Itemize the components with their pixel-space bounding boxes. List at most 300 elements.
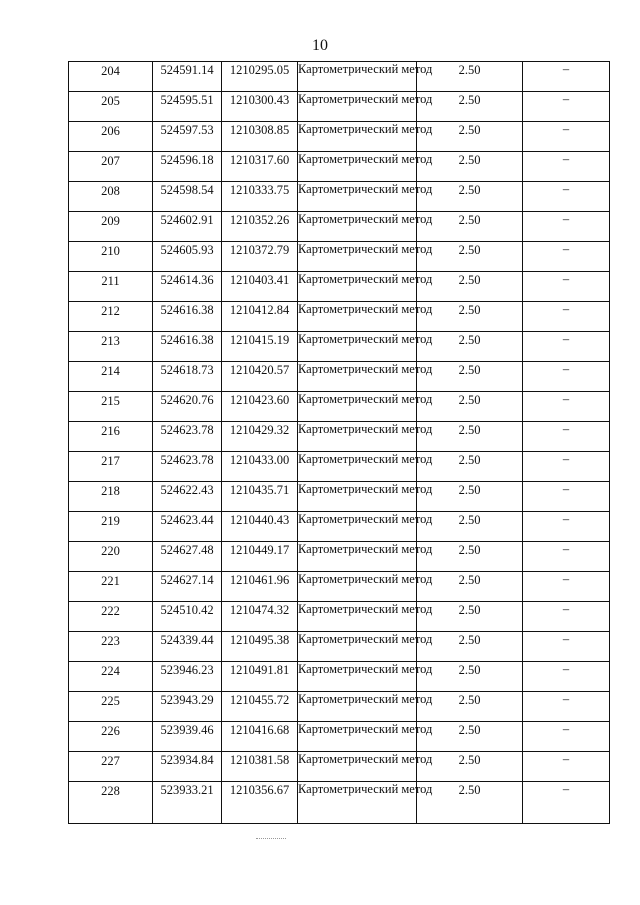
accuracy-cell [417, 62, 523, 92]
note-cell-text: – [562, 632, 570, 646]
table-row [69, 752, 610, 782]
point-number-cell [69, 542, 153, 572]
point-number-cell [69, 572, 153, 602]
accuracy-cell-text: 2.50 [458, 213, 481, 227]
point-number-cell-text: 216 [101, 424, 120, 438]
accuracy-cell-text: 2.50 [458, 453, 481, 467]
method-cell-text: Картометрический метод [298, 182, 433, 196]
coord-x-cell [153, 452, 222, 482]
note-cell [523, 512, 610, 542]
coord-x-cell-text: 524618.73 [160, 363, 214, 377]
coord-y-cell [222, 332, 298, 362]
point-number-cell-text: 206 [101, 124, 120, 138]
point-number-cell-text: 227 [101, 754, 120, 768]
coord-y-cell [222, 452, 298, 482]
accuracy-cell-text: 2.50 [458, 723, 481, 737]
method-cell-text: Картометрический метод [298, 692, 433, 706]
accuracy-cell [417, 212, 523, 242]
note-cell [523, 392, 610, 422]
point-number-cell [69, 242, 153, 272]
coord-x-cell-text: 524620.76 [160, 393, 214, 407]
note-cell [523, 212, 610, 242]
point-number-cell [69, 512, 153, 542]
coord-x-cell [153, 212, 222, 242]
point-number-cell [69, 272, 153, 302]
accuracy-cell [417, 392, 523, 422]
method-cell-text: Картометрический метод [298, 602, 433, 616]
coord-y-cell-text: 1210381.58 [229, 753, 290, 767]
coord-x-cell [153, 782, 222, 824]
note-cell [523, 722, 610, 752]
note-cell-text: – [562, 602, 570, 616]
note-cell-text: – [562, 692, 570, 706]
coord-y-cell [222, 482, 298, 512]
method-cell [298, 452, 433, 482]
point-number-cell [69, 182, 153, 212]
coord-y-cell-text: 1210356.67 [229, 783, 290, 797]
coord-y-cell-text: 1210317.60 [229, 153, 290, 167]
point-number-cell [69, 152, 153, 182]
coord-x-cell-text: 524616.38 [160, 303, 214, 317]
coord-y-cell [222, 602, 298, 632]
method-cell [298, 662, 433, 692]
point-number-cell-text: 204 [101, 64, 120, 78]
method-cell [298, 692, 433, 722]
coord-y-cell [222, 512, 298, 542]
coord-y-cell-text: 1210495.38 [229, 633, 290, 647]
method-cell-text: Картометрический метод [298, 332, 433, 346]
accuracy-cell-text: 2.50 [458, 303, 481, 317]
point-number-cell [69, 122, 153, 152]
accuracy-cell [417, 122, 523, 152]
method-cell-text: Картометрический метод [298, 662, 433, 676]
coord-x-cell [153, 572, 222, 602]
coord-x-cell [153, 62, 222, 92]
page-number: 10 [312, 37, 328, 54]
coord-x-cell [153, 122, 222, 152]
table-row [69, 542, 610, 572]
accuracy-cell-text: 2.50 [458, 783, 481, 797]
accuracy-cell [417, 722, 523, 752]
coord-x-cell [153, 152, 222, 182]
note-cell-text: – [562, 572, 570, 586]
scan-artifact [256, 838, 286, 841]
accuracy-cell-text: 2.50 [458, 483, 481, 497]
point-number-cell-text: 208 [101, 184, 120, 198]
note-cell-text: – [562, 332, 570, 346]
table-row [69, 122, 610, 152]
accuracy-cell-text: 2.50 [458, 333, 481, 347]
table-row [69, 92, 610, 122]
note-cell-text: – [562, 62, 570, 76]
table-row [69, 212, 610, 242]
coord-x-cell [153, 332, 222, 362]
point-number-cell [69, 332, 153, 362]
coord-x-cell [153, 242, 222, 272]
coord-y-cell-text: 1210429.32 [229, 423, 290, 437]
accuracy-cell [417, 152, 523, 182]
coord-x-cell-text: 524595.51 [160, 93, 214, 107]
note-cell [523, 662, 610, 692]
coord-y-cell-text: 1210440.43 [229, 513, 290, 527]
point-number-cell-text: 226 [101, 724, 120, 738]
method-cell-text: Картометрический метод [298, 152, 433, 166]
accuracy-cell [417, 602, 523, 632]
method-cell [298, 362, 433, 392]
point-number-cell-text: 220 [101, 544, 120, 558]
note-cell-text: – [562, 152, 570, 166]
accuracy-cell-text: 2.50 [458, 633, 481, 647]
point-number-cell-text: 218 [101, 484, 120, 498]
note-cell-text: – [562, 482, 570, 496]
method-cell-text: Картометрический метод [298, 92, 433, 106]
coord-y-cell-text: 1210308.85 [229, 123, 290, 137]
coord-x-cell [153, 362, 222, 392]
method-cell-text: Картометрический метод [298, 512, 433, 526]
point-number-cell-text: 209 [101, 214, 120, 228]
table-row [69, 572, 610, 602]
coord-y-cell [222, 782, 298, 824]
method-cell-text: Картометрический метод [298, 722, 433, 736]
accuracy-cell-text: 2.50 [458, 153, 481, 167]
note-cell [523, 752, 610, 782]
accuracy-cell-text: 2.50 [458, 273, 481, 287]
note-cell [523, 362, 610, 392]
accuracy-cell [417, 272, 523, 302]
coord-x-cell-text: 523933.21 [160, 783, 214, 797]
coord-y-cell [222, 182, 298, 212]
coord-y-cell-text: 1210415.19 [229, 333, 290, 347]
accuracy-cell-text: 2.50 [458, 63, 481, 77]
accuracy-cell [417, 482, 523, 512]
method-cell-text: Картометрический метод [298, 632, 433, 646]
point-number-cell-text: 221 [101, 574, 120, 588]
coord-x-cell-text: 524602.91 [160, 213, 214, 227]
coord-y-cell [222, 62, 298, 92]
note-cell [523, 62, 610, 92]
coord-y-cell [222, 212, 298, 242]
method-cell [298, 572, 433, 602]
coord-y-cell [222, 542, 298, 572]
point-number-cell [69, 722, 153, 752]
coord-x-cell [153, 662, 222, 692]
note-cell [523, 482, 610, 512]
coord-y-cell [222, 152, 298, 182]
coord-y-cell [222, 692, 298, 722]
method-cell [298, 332, 433, 362]
coord-y-cell-text: 1210423.60 [229, 393, 290, 407]
method-cell-text: Картометрический метод [298, 422, 433, 436]
coord-y-cell-text: 1210474.32 [229, 603, 290, 617]
coord-x-cell [153, 512, 222, 542]
accuracy-cell-text: 2.50 [458, 693, 481, 707]
coord-y-cell [222, 392, 298, 422]
method-cell [298, 62, 433, 92]
method-cell [298, 152, 433, 182]
table-row [69, 692, 610, 722]
point-number-cell [69, 422, 153, 452]
note-cell-text: – [562, 782, 570, 796]
method-cell-text: Картометрический метод [298, 362, 433, 376]
method-cell [298, 602, 433, 632]
point-number-cell [69, 632, 153, 662]
coord-y-cell-text: 1210372.79 [229, 243, 290, 257]
point-number-cell-text: 213 [101, 334, 120, 348]
point-number-cell [69, 692, 153, 722]
note-cell [523, 692, 610, 722]
coord-x-cell-text: 524623.78 [160, 423, 214, 437]
table-row [69, 152, 610, 182]
method-cell [298, 752, 433, 782]
coord-x-cell-text: 523939.46 [160, 723, 214, 737]
table-row [69, 422, 610, 452]
coord-y-cell [222, 632, 298, 662]
coord-x-cell-text: 524510.42 [160, 603, 214, 617]
method-cell [298, 122, 433, 152]
coord-y-cell-text: 1210416.68 [229, 723, 290, 737]
point-number-cell-text: 207 [101, 154, 120, 168]
point-number-cell-text: 214 [101, 364, 120, 378]
note-cell [523, 332, 610, 362]
method-cell [298, 722, 433, 752]
note-cell [523, 572, 610, 602]
point-number-cell [69, 782, 153, 824]
point-number-cell-text: 212 [101, 304, 120, 318]
note-cell-text: – [562, 722, 570, 736]
point-number-cell-text: 223 [101, 634, 120, 648]
note-cell-text: – [562, 542, 570, 556]
note-cell [523, 632, 610, 662]
accuracy-cell [417, 452, 523, 482]
note-cell [523, 272, 610, 302]
coord-x-cell [153, 302, 222, 332]
point-number-cell [69, 212, 153, 242]
accuracy-cell-text: 2.50 [458, 573, 481, 587]
point-number-cell [69, 482, 153, 512]
coord-y-cell-text: 1210435.71 [229, 483, 290, 497]
note-cell [523, 302, 610, 332]
coord-y-cell [222, 722, 298, 752]
note-cell-text: – [562, 272, 570, 286]
note-cell [523, 602, 610, 632]
note-cell-text: – [562, 512, 570, 526]
coord-x-cell [153, 692, 222, 722]
note-cell [523, 422, 610, 452]
note-cell-text: – [562, 422, 570, 436]
accuracy-cell-text: 2.50 [458, 363, 481, 377]
accuracy-cell-text: 2.50 [458, 513, 481, 527]
coord-x-cell-text: 524623.44 [160, 513, 214, 527]
accuracy-cell [417, 632, 523, 662]
accuracy-cell [417, 332, 523, 362]
note-cell [523, 452, 610, 482]
coord-x-cell-text: 523943.29 [160, 693, 214, 707]
note-cell-text: – [562, 242, 570, 256]
coord-x-cell [153, 392, 222, 422]
method-cell [298, 482, 433, 512]
coord-y-cell-text: 1210295.05 [229, 63, 290, 77]
coord-x-cell [153, 182, 222, 212]
method-cell-text: Картометрический метод [298, 452, 433, 466]
note-cell [523, 542, 610, 572]
coord-y-cell-text: 1210333.75 [229, 183, 290, 197]
note-cell-text: – [562, 302, 570, 316]
coord-x-cell [153, 722, 222, 752]
table-row [69, 512, 610, 542]
coord-x-cell-text: 524339.44 [160, 633, 214, 647]
note-cell [523, 122, 610, 152]
method-cell [298, 302, 433, 332]
table-row [69, 242, 610, 272]
table-row [69, 332, 610, 362]
table-row [69, 62, 610, 92]
accuracy-cell-text: 2.50 [458, 123, 481, 137]
coord-x-cell [153, 482, 222, 512]
accuracy-cell-text: 2.50 [458, 183, 481, 197]
coord-y-cell-text: 1210412.84 [229, 303, 290, 317]
coord-x-cell-text: 524605.93 [160, 243, 214, 257]
coord-y-cell [222, 302, 298, 332]
table-row [69, 392, 610, 422]
coord-y-cell [222, 122, 298, 152]
coord-y-cell-text: 1210433.00 [229, 453, 290, 467]
coord-y-cell-text: 1210420.57 [229, 363, 290, 377]
coord-y-cell [222, 362, 298, 392]
accuracy-cell [417, 182, 523, 212]
method-cell-text: Картометрический метод [298, 572, 433, 586]
point-number-cell-text: 219 [101, 514, 120, 528]
point-number-cell-text: 224 [101, 664, 120, 678]
coord-x-cell-text: 524616.38 [160, 333, 214, 347]
accuracy-cell-text: 2.50 [458, 93, 481, 107]
coord-x-cell [153, 542, 222, 572]
coord-x-cell-text: 524622.43 [160, 483, 214, 497]
point-number-cell-text: 215 [101, 394, 120, 408]
coordinates-table [68, 61, 610, 824]
coord-x-cell [153, 752, 222, 782]
table-row [69, 662, 610, 692]
note-cell-text: – [562, 212, 570, 226]
note-cell-text: – [562, 122, 570, 136]
method-cell-text: Картометрический метод [298, 62, 433, 76]
coord-x-cell-text: 524597.53 [160, 123, 214, 137]
table-row [69, 362, 610, 392]
coord-x-cell [153, 602, 222, 632]
coord-x-cell-text: 524627.14 [160, 573, 214, 587]
point-number-cell-text: 222 [101, 604, 120, 618]
method-cell-text: Картометрический метод [298, 212, 433, 226]
note-cell [523, 782, 610, 824]
method-cell [298, 242, 433, 272]
coord-y-cell [222, 422, 298, 452]
point-number-cell-text: 217 [101, 454, 120, 468]
method-cell-text: Картометрический метод [298, 542, 433, 556]
coord-x-cell-text: 524623.78 [160, 453, 214, 467]
accuracy-cell-text: 2.50 [458, 423, 481, 437]
accuracy-cell-text: 2.50 [458, 753, 481, 767]
accuracy-cell [417, 752, 523, 782]
coord-x-cell-text: 524591.14 [160, 63, 214, 77]
note-cell-text: – [562, 392, 570, 406]
coord-x-cell-text: 524627.48 [160, 543, 214, 557]
method-cell-text: Картометрический метод [298, 302, 433, 316]
coord-y-cell [222, 572, 298, 602]
accuracy-cell-text: 2.50 [458, 663, 481, 677]
table-row [69, 602, 610, 632]
accuracy-cell [417, 362, 523, 392]
method-cell-text: Картометрический метод [298, 242, 433, 256]
accuracy-cell [417, 692, 523, 722]
coord-x-cell-text: 524598.54 [160, 183, 214, 197]
coord-x-cell [153, 422, 222, 452]
point-number-cell-text: 211 [101, 274, 120, 288]
method-cell-text: Картометрический метод [298, 752, 433, 766]
point-number-cell [69, 662, 153, 692]
table-row [69, 182, 610, 212]
point-number-cell-text: 210 [101, 244, 120, 258]
accuracy-cell [417, 92, 523, 122]
accuracy-cell [417, 782, 523, 824]
table-row [69, 782, 610, 824]
note-cell [523, 242, 610, 272]
note-cell-text: – [562, 92, 570, 106]
method-cell [298, 632, 433, 662]
note-cell-text: – [562, 452, 570, 466]
coord-x-cell [153, 272, 222, 302]
method-cell-text: Картометрический метод [298, 272, 433, 286]
note-cell-text: – [562, 362, 570, 376]
coord-y-cell [222, 92, 298, 122]
method-cell [298, 272, 433, 302]
accuracy-cell [417, 302, 523, 332]
coord-y-cell-text: 1210449.17 [229, 543, 290, 557]
coordinates-table-body [69, 62, 610, 824]
method-cell [298, 542, 433, 572]
coord-y-cell [222, 662, 298, 692]
method-cell-text: Картометрический метод [298, 482, 433, 496]
coord-y-cell-text: 1210300.43 [229, 93, 290, 107]
point-number-cell [69, 92, 153, 122]
method-cell [298, 182, 433, 212]
method-cell [298, 92, 433, 122]
point-number-cell [69, 62, 153, 92]
note-cell [523, 152, 610, 182]
table-row [69, 302, 610, 332]
coord-y-cell-text: 1210352.26 [229, 213, 290, 227]
accuracy-cell [417, 512, 523, 542]
accuracy-cell-text: 2.50 [458, 603, 481, 617]
point-number-cell-text: 225 [101, 694, 120, 708]
accuracy-cell [417, 542, 523, 572]
accuracy-cell [417, 422, 523, 452]
point-number-cell [69, 392, 153, 422]
method-cell [298, 212, 433, 242]
coord-x-cell-text: 523946.23 [160, 663, 214, 677]
point-number-cell-text: 205 [101, 94, 120, 108]
point-number-cell [69, 302, 153, 332]
accuracy-cell-text: 2.50 [458, 543, 481, 557]
coord-y-cell [222, 272, 298, 302]
table-row [69, 452, 610, 482]
method-cell [298, 392, 433, 422]
method-cell-text: Картометрический метод [298, 392, 433, 406]
method-cell [298, 422, 433, 452]
table-row [69, 272, 610, 302]
point-number-cell [69, 452, 153, 482]
coord-y-cell-text: 1210455.72 [229, 693, 290, 707]
coord-x-cell-text: 524596.18 [160, 153, 214, 167]
coord-x-cell-text: 523934.84 [160, 753, 214, 767]
